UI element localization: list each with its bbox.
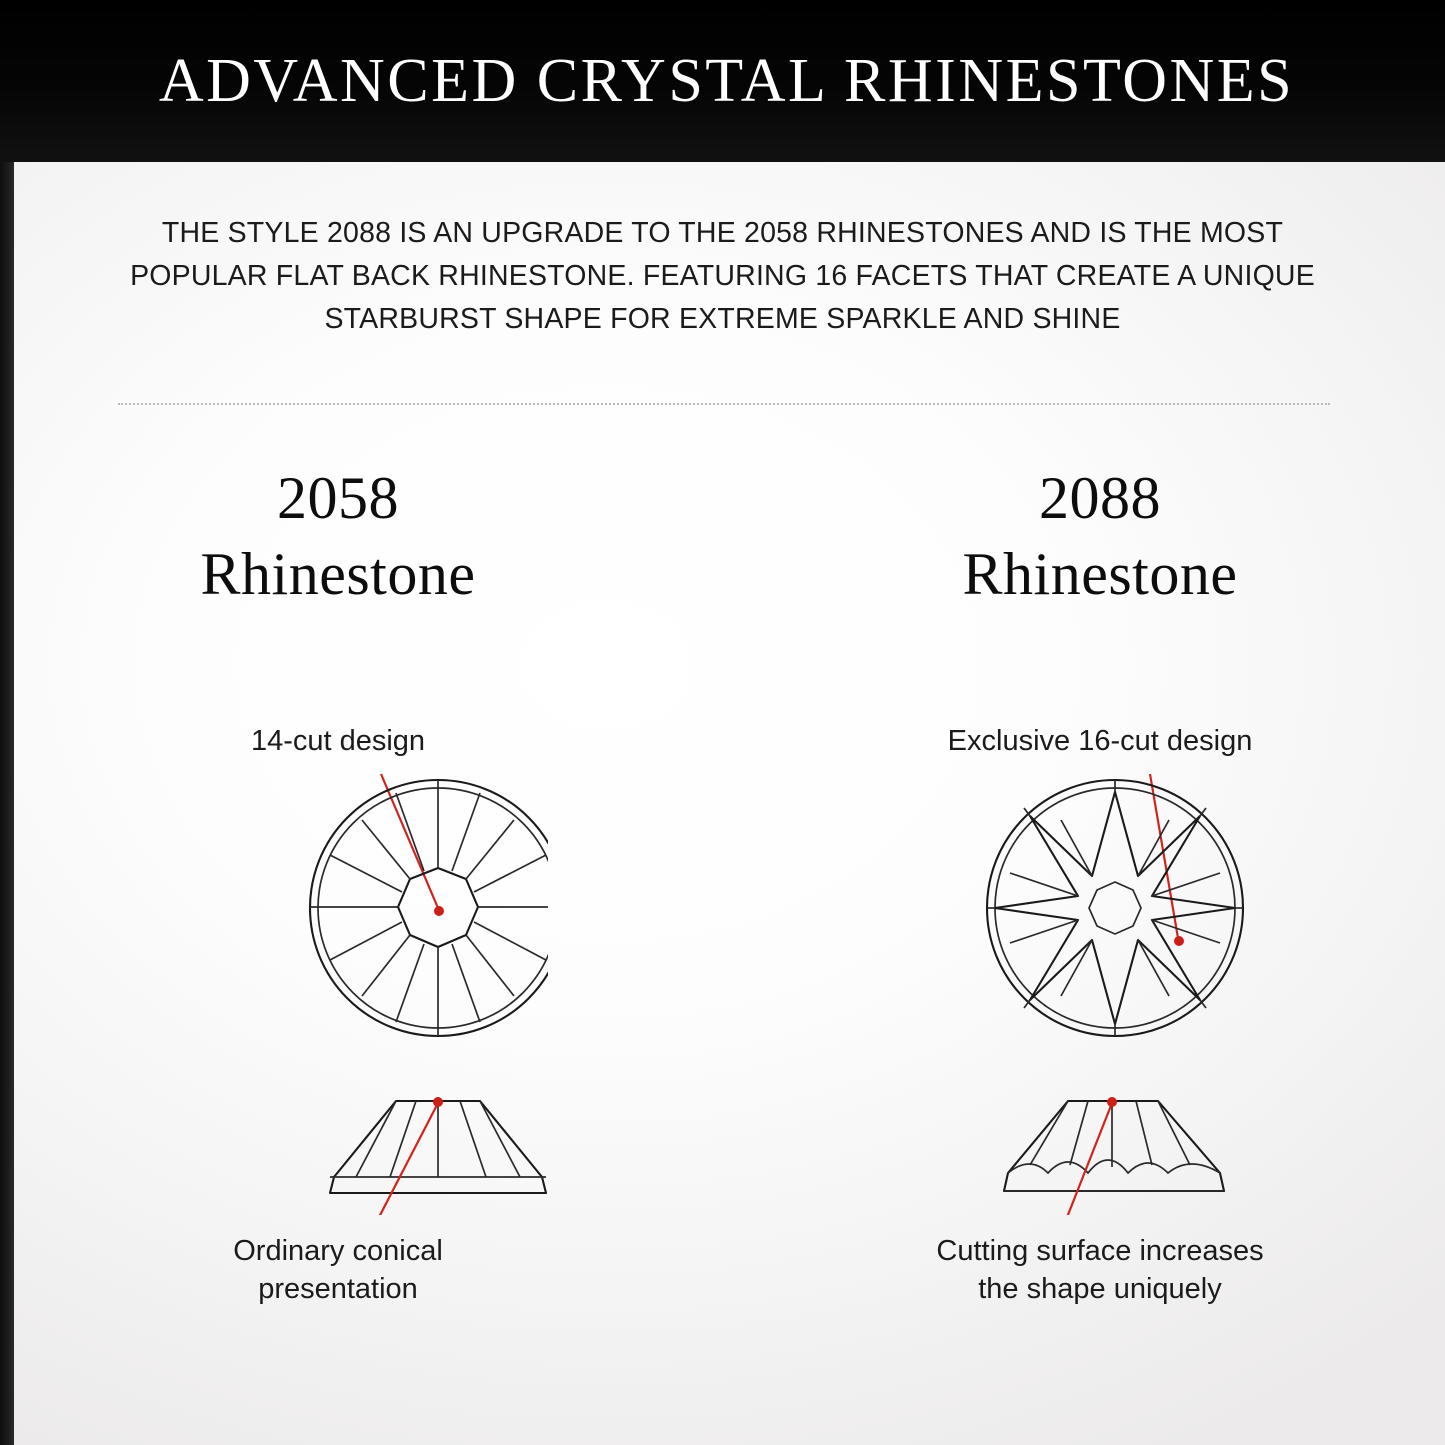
diagram-2088-side-view: [790, 1085, 1410, 1235]
caption-2088-bottom: [790, 1232, 1410, 1308]
intro-paragraph: THE STYLE 2088 IS AN UPGRADE TO THE 2058 RHINESTONES AND IS THE MOST POPULAR FLAT BACK RHINESTONE. FEATURING 16 FACETS THAT CREATE A UNIQUE STARBURST SHAPE FOR EXTREME SPARKLE AND SHINE: [130, 217, 1315, 335]
diagram-2088-top-view: [790, 760, 1410, 1090]
svg-2058-top: [128, 760, 548, 1080]
diagram-2058-side-view: [28, 1085, 648, 1235]
caption-2058-top: 14-cut design: [250, 725, 426, 757]
caption-2088-bottom-line2: the shape uniquely: [978, 1273, 1222, 1305]
diagram-2058-top-view: [28, 760, 648, 1090]
svg-2088-top: [890, 760, 1310, 1080]
left-edge-bar: [0, 0, 14, 1445]
caption-2058-bottom: [28, 1232, 648, 1308]
column-2088: [790, 460, 1410, 612]
section-divider: [118, 403, 1330, 407]
column-title-line1: 2088: [1039, 465, 1161, 531]
page-title: ADVANCED CRYSTAL RHINESTONES: [158, 46, 1295, 115]
column-title-line1: 2058: [277, 465, 399, 531]
caption-2088-bottom-line1: Cutting surface increases: [936, 1235, 1264, 1267]
caption-2058-bottom-line1: Ordinary conical: [233, 1235, 443, 1267]
column-title-line2: Rhinestone: [962, 541, 1238, 607]
caption-2058-bottom-line2: presentation: [258, 1273, 418, 1305]
header-banner: [0, 0, 1445, 162]
svg-2088-side: [890, 1085, 1310, 1215]
caption-2088-top: Exclusive 16-cut design: [947, 725, 1253, 757]
column-2058: [28, 460, 648, 612]
column-title-line2: Rhinestone: [200, 541, 476, 607]
svg-2058-side: [128, 1085, 548, 1215]
